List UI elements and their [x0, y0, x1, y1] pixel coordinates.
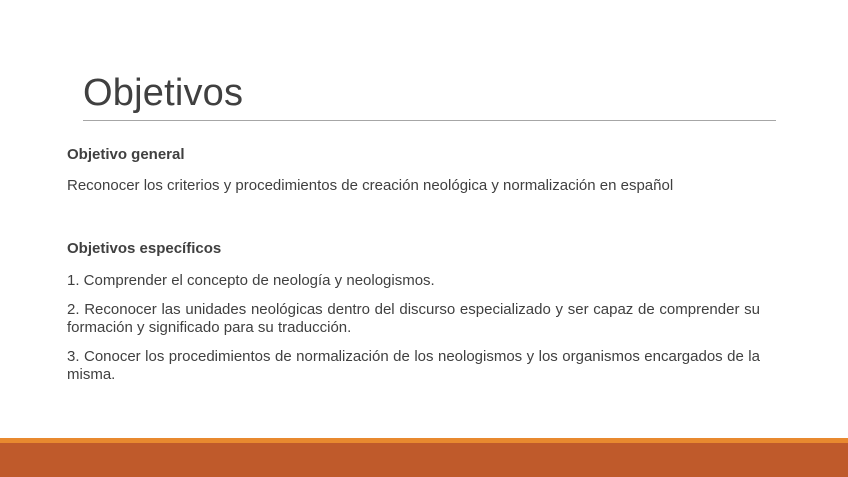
specific-objectives-heading: Objetivos específicos	[67, 240, 222, 257]
specific-objective-item-1: 1. Comprender el concepto de neología y neologismos.	[67, 272, 435, 289]
footer-band	[0, 443, 848, 477]
title-divider	[83, 120, 776, 121]
general-objective-text: Reconocer los criterios y procedimientos de creación neológica y normalización en español	[67, 177, 674, 194]
general-objective-heading: Objetivo general	[67, 146, 185, 163]
slide-content	[67, 146, 760, 384]
specific-objective-item-2: 2. Reconocer las unidades neológicas dentro del discurso especializado y ser capaz de comprender su formación y significado para su traducción.	[67, 301, 760, 336]
slide-title: Objetivos	[83, 72, 244, 114]
specific-objective-item-3: 3. Conocer los procedimientos de normalización de los neologismos y los organismos encargados de la misma.	[67, 348, 760, 383]
